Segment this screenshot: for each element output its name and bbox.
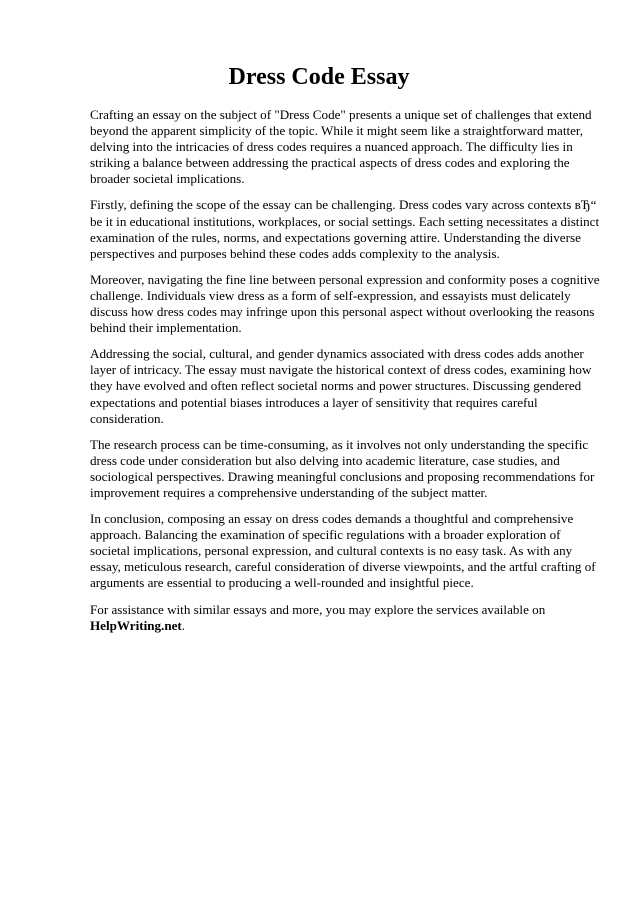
paragraph-expression: Moreover, navigating the fine line between personal expression and conformity poses a cognitive challenge. Individuals view dress as a form of self-expression, and essayists must delicately discuss how dress codes may infringe upon this personal aspect without overlooking the reasons behind their implementation. (90, 271, 600, 336)
page-title: Dress Code Essay (228, 64, 410, 90)
paragraph-conclusion: In conclusion, composing an essay on dress codes demands a thoughtful and comprehensive approach. Balancing the examination of specific regulations with a broader exploration of societal implications, personal expression, and cultural contexts is no easy task. As with any essay, meticulous research, careful consideration of diverse viewpoints, and the artful crafting of arguments are essential to producing a well-rounded and insightful piece. (90, 511, 596, 591)
paragraph-research: The research process can be time-consuming, as it involves not only understanding the specific dress code under consideration but also delving into academic literature, case studies, and sociological perspectives. Drawing meaningful conclusions and proposing recommendations for improvement requires a comprehensive understanding of the subject matter. (90, 436, 595, 500)
closing-period: . (181, 617, 186, 633)
paragraph-intro: Crafting an essay on the subject of "Dress Code" presents a unique set of challenges that extend beyond the apparent simplicity of the topic. While it might seem like a straightforward matter, delving into the intricacies of dress codes requires a nuanced approach. The difficulty lies in striking a balance between addressing the practical aspects of dress codes and exploring the broader societal implications. (90, 107, 592, 187)
paragraph-dynamics: Addressing the social, cultural, and gender dynamics associated with dress codes adds another layer of intricacy. The essay must navigate the historical context of dress codes, examining how they have evolved and often reflect societal norms and power structures. Discussing gendered expectations and potential biases introduces a layer of sensitivity that requires careful consideration. (90, 346, 592, 426)
paragraph-scope: Firstly, defining the scope of the essay can be challenging. Dress codes vary across contexts вЂ“ be it in educational institutions, workplaces, or social settings. Each setting necessitates a distinct examination of the rules, norms, and expectations governing attire. Understanding the diverse perspectives and purposes behind these codes adds complexity to the analysis. (90, 197, 600, 261)
essay-body (90, 107, 602, 644)
paragraph-closing (90, 602, 602, 634)
closing-text: For assistance with similar essays and more, you may explore the services available on (90, 601, 546, 617)
helpwriting-link[interactable]: HelpWriting.net (90, 617, 182, 633)
